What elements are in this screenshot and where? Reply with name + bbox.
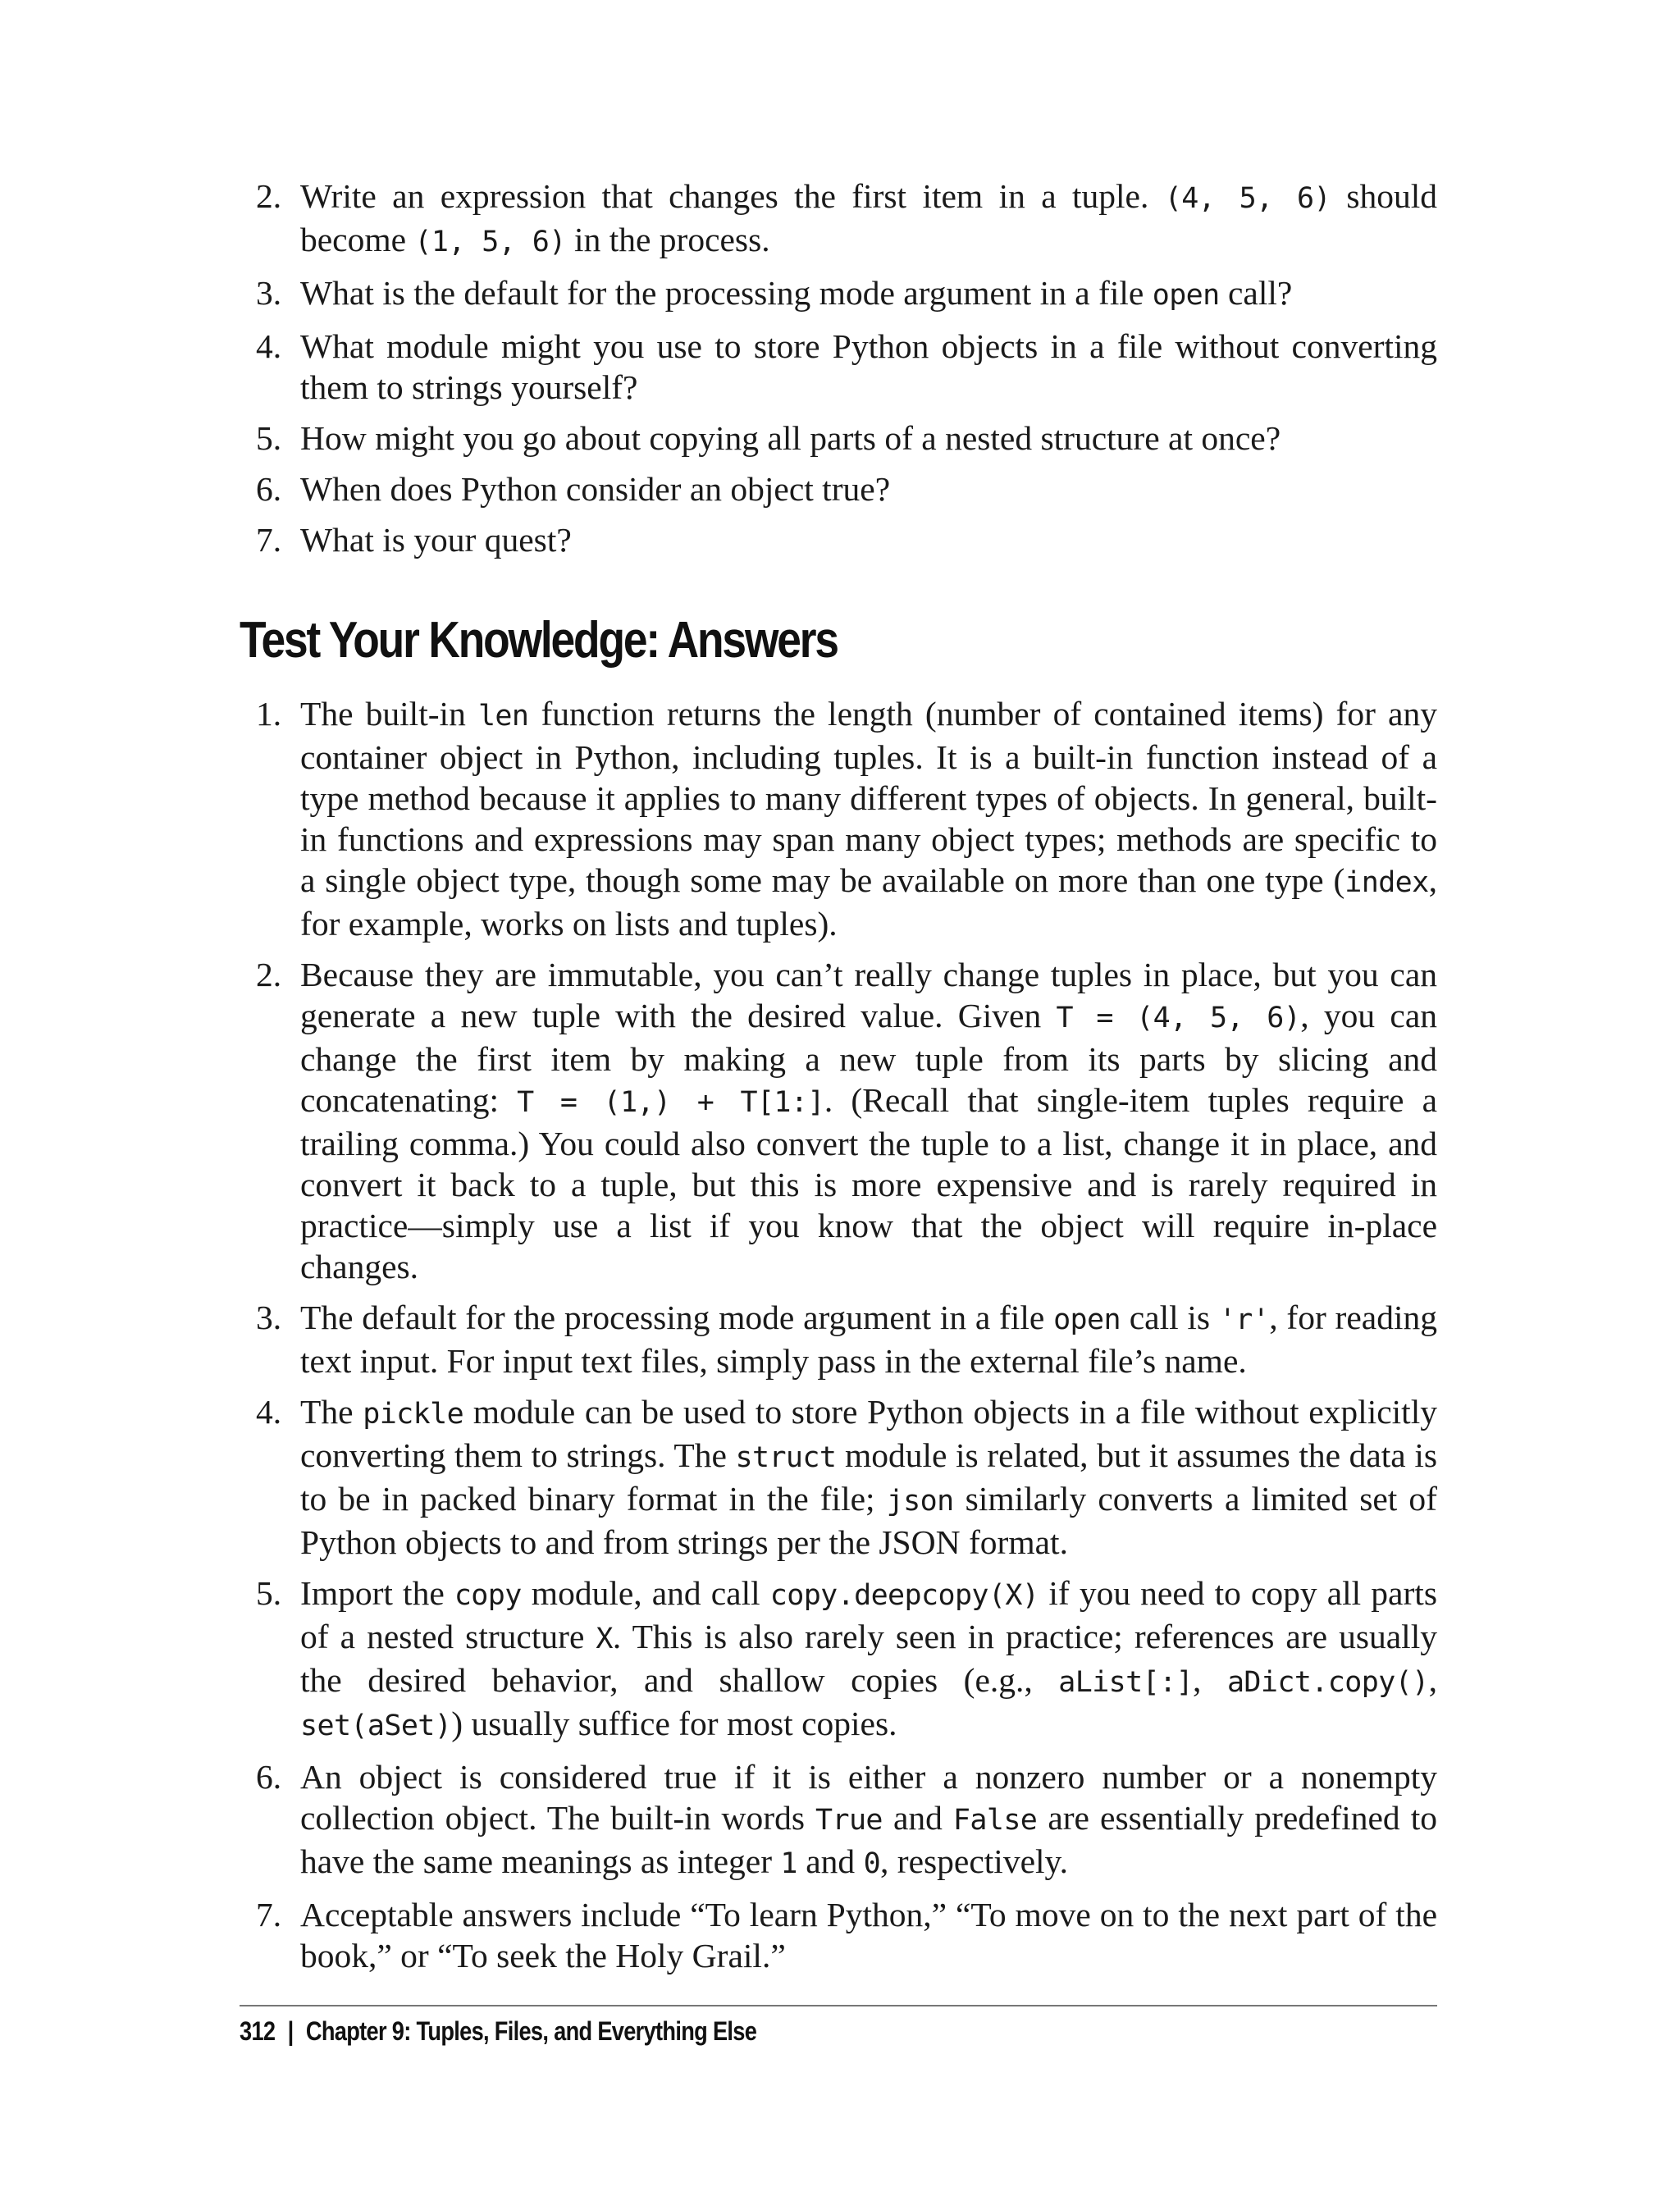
- question-item: 3. What is the default for the processing mode argument in a file open call?: [256, 274, 1293, 312]
- inline-code: len: [477, 700, 529, 733]
- answer-item: 2. Because they are immutable, you can’t really change tuples in place, but you can generate a new tuple with the desired value. Given T = (4, 5, 6), you can change the first item by making a new tuple from its parts by slicing and concatenating: T = (1,) + T[1:]. (Recall that single-item tuples require a trailing comma.) You could also convert the tuple to a list, change it in place, and convert it back to a tuple, but this is more expensive and is rarely required in practice—simply use a list if you know that the object will require in-place changes.: [256, 956, 1437, 1285]
- item-number: 2.: [256, 956, 282, 993]
- answer-item: 4. The pickle module can be used to store Python objects in a file without explicitly converting them to strings. The struct module is related, but it assumes the data is to be in packed binary format in the file; json similarly converts a limited set of Python objects to and from strings per the JSON format.: [256, 1393, 1438, 1561]
- answer-item: 1. The built-in len function returns the length (number of contained items) for any container object in Python, including tuples. It is a built-in function instead of a type method because it applies to many different types of objects. In general, built-in functions and expressions may span many object types; methods are specific to a single object type, though some may be available on more than one type (index, for example, works on lists and tuples).: [256, 695, 1437, 943]
- item-number: 6.: [256, 1758, 282, 1796]
- item-number: 7.: [256, 1896, 282, 1933]
- item-number: 2.: [256, 177, 282, 215]
- answer-item: 7. Acceptable answers include “To learn Python,” “To move on to the next part of the book,” or “To seek the Holy Grail.”: [256, 1896, 1437, 1974]
- question-item: 5. How might you go about copying all parts of a nested structure at once?: [256, 419, 1281, 457]
- inline-code: index: [1344, 866, 1429, 899]
- inline-code: aDict.copy(): [1226, 1666, 1429, 1699]
- item-number: 3.: [256, 1299, 282, 1336]
- inline-code: pickle: [363, 1398, 464, 1431]
- inline-code: False: [952, 1804, 1038, 1837]
- inline-code: aList[:]: [1058, 1666, 1194, 1699]
- inline-code: open: [1053, 1303, 1121, 1336]
- item-number: 4.: [256, 327, 282, 365]
- inline-code: 1: [780, 1847, 797, 1880]
- footer-rule: [240, 2005, 1437, 2006]
- inline-code: struct: [735, 1441, 837, 1474]
- inline-code: open: [1152, 279, 1220, 312]
- page-number: 312: [240, 2016, 276, 2046]
- inline-code: json: [886, 1485, 954, 1518]
- footer-separator: |: [287, 2016, 294, 2046]
- item-number: 4.: [256, 1393, 282, 1431]
- item-number: 5.: [256, 1574, 282, 1612]
- item-number: 6.: [256, 470, 282, 508]
- inline-code: set(aSet): [300, 1710, 452, 1742]
- answer-item: 6. An object is considered true if it is either a nonzero number or a nonempty collection object. The built-in words True and False are essentially predefined to have the same meanings as integer 1 and 0, respectively.: [256, 1758, 1437, 1880]
- answer-item: 5. Import the copy module, and call copy.deepcopy(X) if you need to copy all parts of a nested structure X. This is also rarely seen in practice; references are usually the desired behavior, and shallow copies (e.g., aList[:], aDict.copy(), set(aSet)) usually suffice for most copies.: [256, 1574, 1437, 1742]
- question-item: 4. What module might you use to store Python objects in a file without converting them to strings yourself?: [256, 327, 1437, 406]
- inline-code: (1, 5, 6): [414, 226, 566, 258]
- inline-code: X: [596, 1623, 613, 1655]
- chapter-title: Chapter 9: Tuples, Files, and Everything Else: [305, 2016, 757, 2046]
- answer-item: 3. The default for the processing mode argument in a file open call is 'r', for reading text input. For input text files, simply pass in the external file’s name.: [256, 1299, 1437, 1380]
- answer-list: [240, 693, 1437, 1986]
- item-number: 1.: [256, 695, 282, 733]
- question-item: 2. Write an expression that changes the first item in a tuple. (4, 5, 6) should become (1, 5, 6) in the process.: [256, 177, 1437, 258]
- inline-code: (4, 5, 6): [1164, 182, 1331, 215]
- inline-code: copy: [454, 1579, 522, 1612]
- question-item: 7. What is your quest?: [256, 521, 572, 559]
- item-number: 5.: [256, 419, 282, 457]
- inline-code: 0: [863, 1847, 881, 1880]
- inline-code: T = (4, 5, 6): [1056, 1002, 1301, 1034]
- item-number: 7.: [256, 521, 282, 559]
- page-footer: [240, 2016, 756, 2047]
- inline-code: T = (1,) + T[1:]: [517, 1086, 824, 1119]
- question-list: [240, 176, 1437, 570]
- inline-code: 'r': [1218, 1303, 1270, 1336]
- question-item: 6. When does Python consider an object true?: [256, 470, 891, 508]
- item-number: 3.: [256, 274, 282, 312]
- section-heading: Test Your Knowledge: Answers: [240, 612, 838, 669]
- inline-code: copy.deepcopy(X): [769, 1579, 1039, 1612]
- inline-code: True: [815, 1804, 883, 1837]
